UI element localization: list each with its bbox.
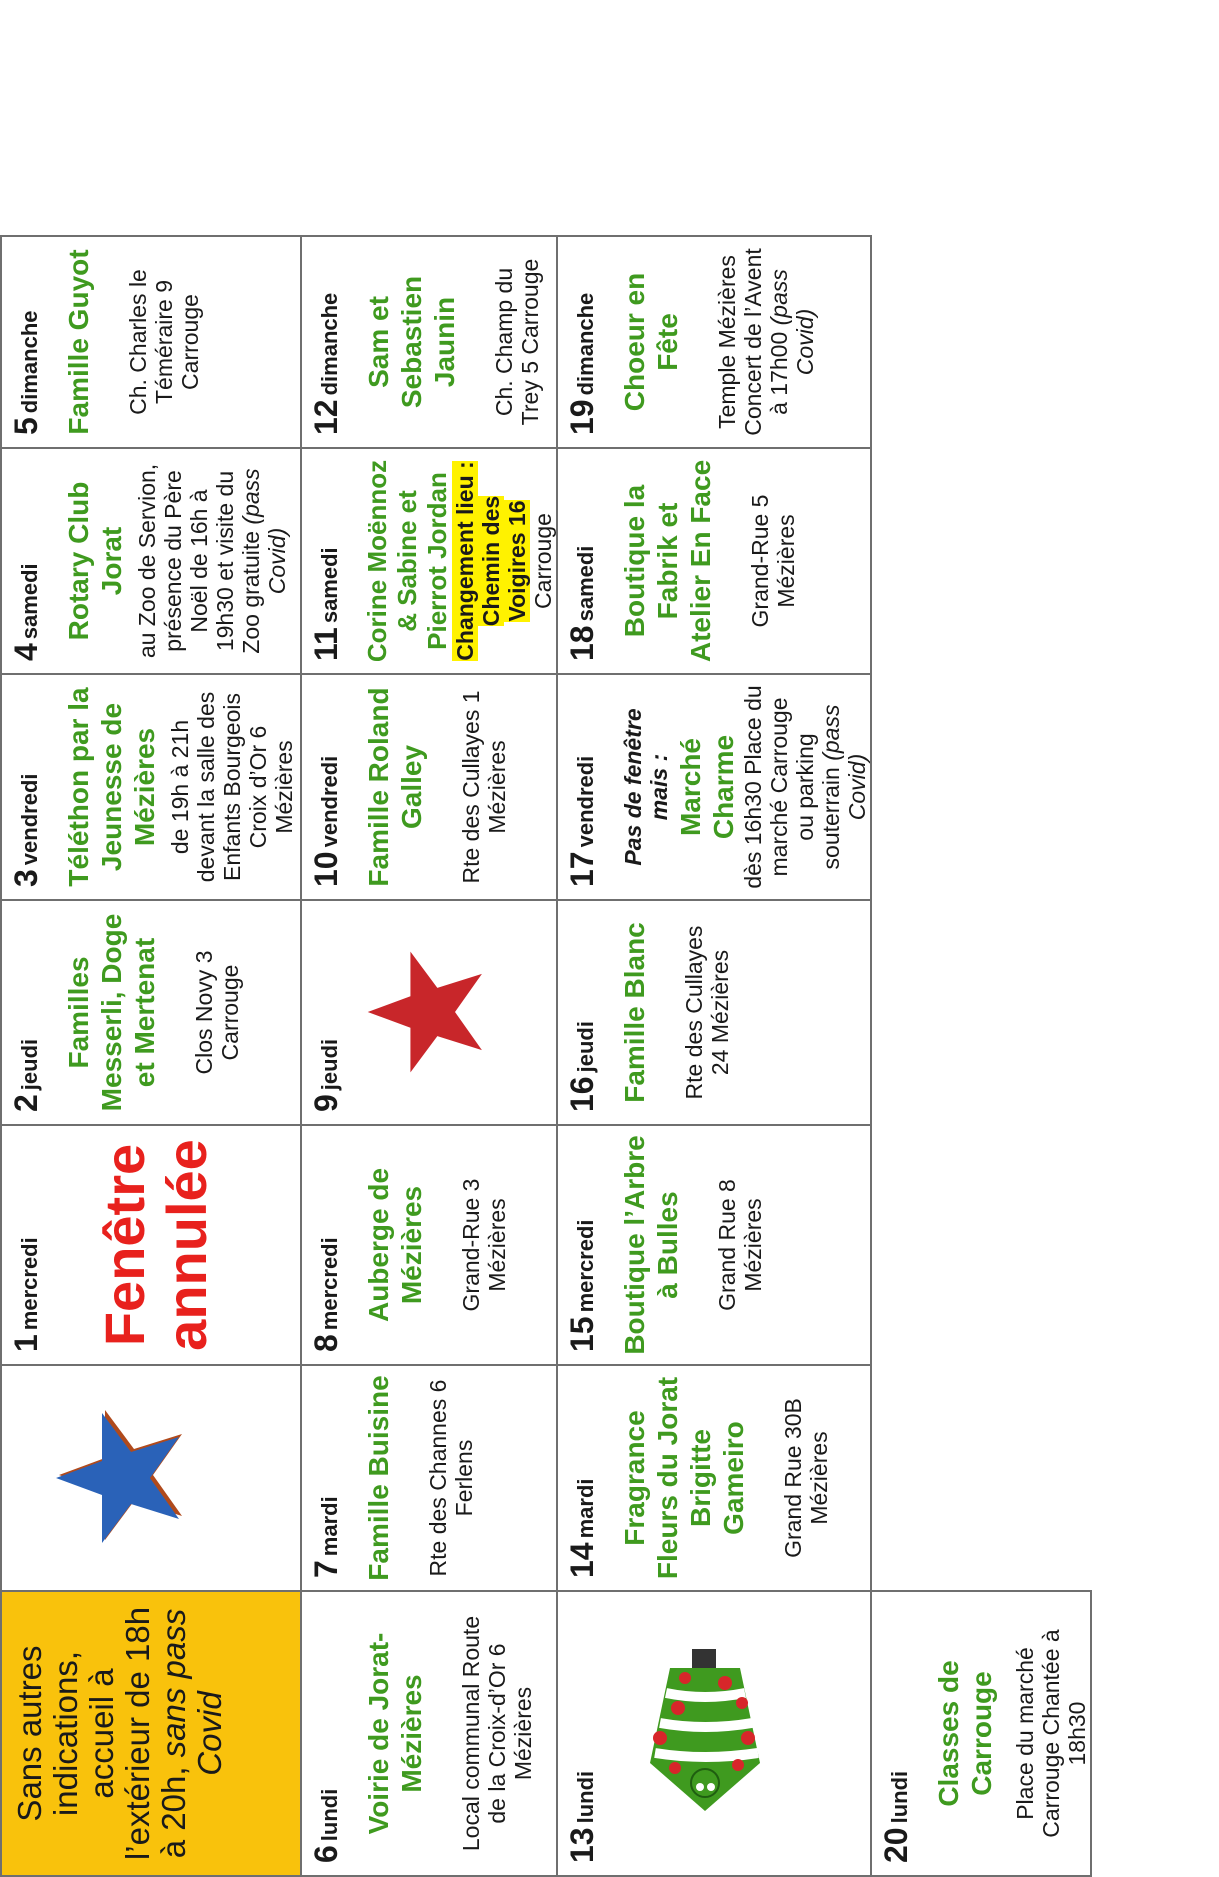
day-number: 1: [8, 1334, 44, 1352]
day-cell-9: [301, 900, 557, 1125]
host-title: Famille Roland Galley: [363, 687, 427, 887]
day-name: jeudi: [317, 1038, 342, 1091]
advent-calendar-table: [0, 11, 1092, 1877]
host-title: Familles Messerli, Doge et Mertenat: [63, 913, 160, 1112]
day-number: 18: [564, 625, 600, 661]
day-name: vendredi: [573, 755, 598, 848]
host-title: Téléthon par la Jeunesse de Mézières: [63, 687, 160, 887]
day-cell-8: [301, 1125, 557, 1365]
host-title: Fragrance Fleurs du Jorat Brigitte Gameiro: [619, 1376, 749, 1580]
day-number: 6: [308, 1845, 344, 1863]
info-text: Sans autres indications, accueil à l’extérieur de 18h à 20h,: [11, 1606, 192, 1861]
christmas-tree-icon: [630, 1634, 780, 1834]
host-title: Choeur en Fête: [619, 272, 683, 412]
day-name: dimanche: [317, 292, 342, 396]
location-text: Local communal Route de la Croix-d’Or 6 Mézières: [458, 1615, 536, 1852]
location-text: Grand Rue 8 Mézières: [714, 1179, 766, 1311]
location-text: Place du marché Carrouge Chantée à 18h30: [1012, 1629, 1090, 1838]
day-cell-3: [1, 674, 301, 900]
day-name: vendredi: [317, 755, 342, 848]
day-number: 11: [308, 627, 344, 661]
info-text-italic: sans pass Covid: [155, 1608, 228, 1776]
location-text: Rte des Cullayes 24 Mézières: [681, 925, 733, 1100]
day-cell-15: [557, 1125, 871, 1365]
note-text: Pas de fenêtre mais :: [620, 708, 672, 866]
day-cell-6: [301, 1591, 557, 1876]
day-name: lundi: [317, 1788, 342, 1842]
day-name: jeudi: [17, 1038, 42, 1091]
venue-change-highlight: Changement lieu : Chemin des Voigires 16: [452, 461, 530, 661]
day-cell-19: [557, 236, 871, 448]
day-name: samedi: [573, 545, 598, 622]
day-cell-5: [1, 236, 301, 448]
host-title: Auberge de Mézières: [363, 1167, 427, 1323]
location-text: au Zoo de Servion, présence du Père Noël de 16h à 19h30 et visite du Zoo gratuite (pass Covid): [134, 463, 290, 659]
day-number: 12: [308, 399, 344, 435]
day-cell-16: [557, 900, 871, 1125]
calendar-week-row: [301, 11, 557, 1876]
day-number: 8: [308, 1334, 344, 1352]
day-name: mercredi: [17, 1237, 42, 1331]
location-text: Rte des Channes 6 Ferlens: [425, 1379, 477, 1577]
info-cell: [1, 1591, 301, 1876]
host-title: Boutique la Fabrik et Atelier En Face: [619, 459, 716, 663]
day-number: 9: [308, 1094, 344, 1112]
empty-cell: [557, 11, 871, 236]
calendar-week-row: [557, 11, 871, 1876]
day-number: 17: [564, 851, 600, 887]
location-text: Clos Novy 3 Carrouge: [191, 950, 243, 1075]
host-title: Voirie de Jorat-Mézières: [363, 1632, 427, 1835]
location-text: Ch. Champ du Trey 5 Carrouge: [491, 258, 543, 426]
location-text: Grand Rue 30B Mézières: [780, 1398, 832, 1558]
day-number: 16: [564, 1076, 600, 1112]
empty-cell: [1, 11, 301, 236]
day-name: samedi: [317, 547, 342, 624]
blue-star-cell: [1, 1365, 301, 1591]
empty-area: [871, 11, 1091, 1591]
day-number: 15: [564, 1316, 600, 1352]
location-text: Rte des Cullayes 1 Mézières: [458, 690, 510, 884]
host-title: Corine Moënnoz & Sabine et Pierrot Jordan: [362, 459, 452, 663]
location-text: Temple Mézières Concert de l’Avent à 17h00 (pass Covid): [714, 248, 818, 436]
day-name: samedi: [17, 563, 42, 640]
calendar-week-row: [871, 11, 1091, 1876]
day-cell-14: [557, 1365, 871, 1591]
day-number: 2: [8, 1094, 44, 1112]
day-name: vendredi: [17, 773, 42, 866]
host-title: Sam et Sebastien Jaunin: [363, 275, 460, 409]
day-name: mercredi: [317, 1237, 342, 1331]
day-name: jeudi: [573, 1021, 598, 1073]
day-number: 3: [8, 869, 44, 887]
day-cell-10: [301, 674, 557, 900]
day-number: 5: [8, 417, 44, 435]
host-title: Famille Blanc: [619, 922, 650, 1103]
blue-star-icon: [52, 1408, 192, 1548]
day-name: lundi: [887, 1770, 912, 1824]
day-number: 14: [564, 1542, 600, 1578]
red-star-icon: [364, 948, 494, 1078]
host-title: Boutique l’Arbre à Bulles: [619, 1135, 683, 1355]
day-cell-1: [1, 1125, 301, 1365]
empty-cell: [301, 11, 557, 236]
day-cell-11: [301, 448, 557, 674]
day-number: 10: [308, 851, 344, 887]
day-cell-18: [557, 448, 871, 674]
day-number: 20: [878, 1827, 914, 1863]
host-title: Famille Guyot: [63, 249, 94, 435]
day-name: dimanche: [573, 292, 598, 396]
day-cell-20: [871, 1591, 1091, 1876]
day-number: 19: [564, 399, 600, 435]
location-text: dès 16h30 Place du marché Carrouge ou parking souterrain (pass Covid): [740, 685, 870, 889]
day-name: mardi: [573, 1478, 598, 1539]
day-name: mercredi: [573, 1219, 598, 1313]
day-cell-2: [1, 900, 301, 1125]
location-text: de 19h à 21h devant la salle des Enfants Bourgeois Croix d’Or 6 Mézières: [167, 691, 297, 883]
host-title: Famille Buisine: [363, 1375, 394, 1581]
location-text: Grand-Rue 5 Mézières: [747, 494, 799, 628]
host-title: Rotary Club Jorat: [63, 481, 127, 641]
location-text: Ch. Charles le Téméraire 9 Carrouge: [125, 269, 203, 415]
day-number: 4: [8, 643, 44, 661]
calendar-week-row: [1, 11, 301, 1876]
day-cell-13: [557, 1591, 871, 1876]
location-text: Carrouge: [530, 513, 556, 609]
day-cell-12: [301, 236, 557, 448]
day-cell-7: [301, 1365, 557, 1591]
day-name: lundi: [573, 1770, 598, 1824]
day-name: mardi: [317, 1496, 342, 1557]
cancelled-label: Fenêtre annulée: [93, 1139, 218, 1351]
day-name: dimanche: [17, 310, 42, 414]
day-cell-4: [1, 448, 301, 674]
day-number: 13: [564, 1827, 600, 1863]
host-title: Classes de Carrouge: [933, 1660, 997, 1807]
location-text: Grand-Rue 3 Mézières: [458, 1178, 510, 1312]
day-number: 7: [308, 1560, 344, 1578]
host-title: Marché Charme: [675, 734, 739, 840]
day-cell-17: [557, 674, 871, 900]
